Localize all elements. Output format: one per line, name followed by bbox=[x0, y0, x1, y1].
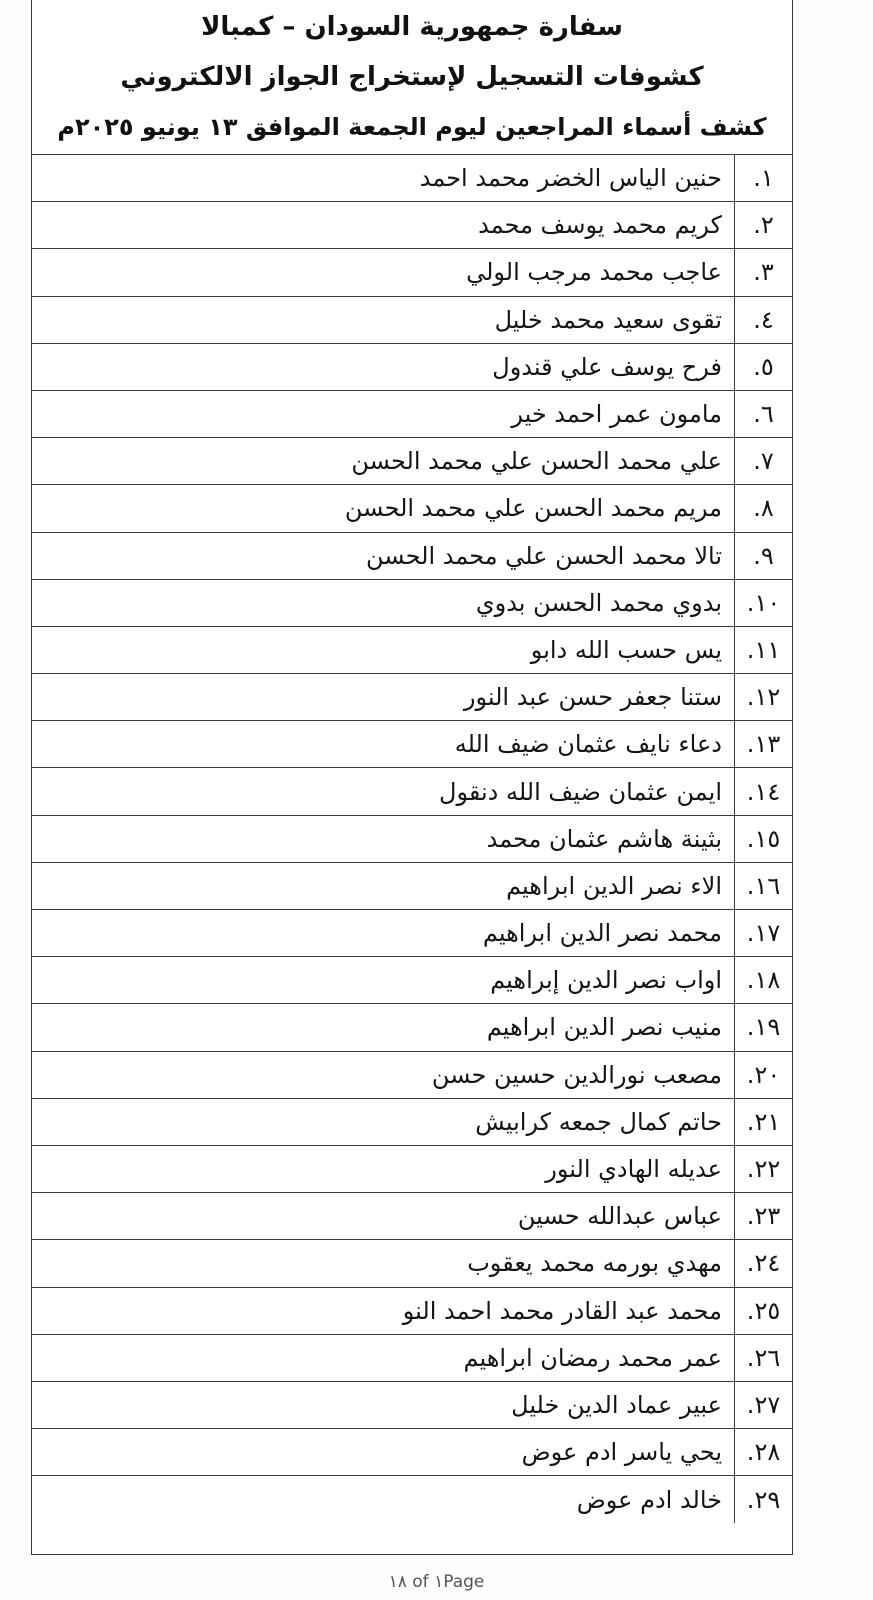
applicant-name: يحي ياسر ادم عوض bbox=[521, 1438, 722, 1467]
table-row bbox=[32, 768, 792, 815]
row-number: ٢١. bbox=[734, 1099, 792, 1145]
names-table bbox=[32, 155, 792, 1523]
table-row bbox=[32, 297, 792, 344]
table-row bbox=[32, 391, 792, 438]
row-number: ٣. bbox=[734, 249, 792, 295]
applicant-name: مريم محمد الحسن علي محمد الحسن bbox=[344, 494, 722, 523]
table-row bbox=[32, 249, 792, 296]
row-number: ١. bbox=[734, 155, 792, 201]
table-row bbox=[32, 1288, 792, 1335]
list-title: كشوفات التسجيل لإستخراج الجواز الالكتروني bbox=[120, 62, 704, 92]
applicant-name: بثينة هاشم عثمان محمد bbox=[486, 824, 722, 853]
row-number: ٢٧. bbox=[734, 1382, 792, 1428]
applicant-name: ايمن عثمان ضيف الله دنقول bbox=[439, 777, 722, 806]
table-row bbox=[32, 816, 792, 863]
applicant-name: مهدي بورمه محمد يعقوب bbox=[467, 1249, 722, 1278]
table-row bbox=[32, 910, 792, 957]
row-number: ١٢. bbox=[734, 674, 792, 720]
applicant-name: مامون عمر احمد خير bbox=[511, 400, 722, 429]
table-row bbox=[32, 533, 792, 580]
table-row bbox=[32, 1099, 792, 1146]
row-number: ٢٣. bbox=[734, 1193, 792, 1239]
row-number: ١٣. bbox=[734, 721, 792, 767]
table-row bbox=[32, 202, 792, 249]
registration-list-sheet bbox=[31, 0, 793, 1555]
list-date-subtitle: كشف أسماء المراجعين ليوم الجمعة الموافق ١٣ يونيو ٢٠٢٥م bbox=[57, 113, 767, 141]
row-number: ١٧. bbox=[734, 910, 792, 956]
applicant-name: محمد نصر الدين ابراهيم bbox=[482, 919, 722, 948]
applicant-name: دعاء نايف عثمان ضيف الله bbox=[454, 730, 722, 759]
applicant-name: عمر محمد رمضان ابراهيم bbox=[463, 1343, 722, 1372]
applicant-name: بدوي محمد الحسن بدوي bbox=[475, 588, 722, 617]
applicant-name: منيب نصر الدين ابراهيم bbox=[486, 1013, 722, 1042]
applicant-name: عبير عماد الدين خليل bbox=[511, 1390, 722, 1419]
row-number: ١٠. bbox=[734, 580, 792, 626]
table-row bbox=[32, 863, 792, 910]
table-row bbox=[32, 1476, 792, 1523]
applicant-name: علي محمد الحسن علي محمد الحسن bbox=[351, 447, 722, 476]
applicant-name: تقوى سعيد محمد خليل bbox=[494, 305, 722, 334]
applicant-name: خالد ادم عوض bbox=[576, 1485, 722, 1514]
page-number: ١٨ of ١Page bbox=[388, 1572, 485, 1592]
table-row bbox=[32, 1146, 792, 1193]
row-number: ١٥. bbox=[734, 816, 792, 862]
applicant-name: عاجب محمد مرجب الولي bbox=[466, 258, 722, 287]
row-number: ٢٤. bbox=[734, 1240, 792, 1286]
row-number: ١١. bbox=[734, 627, 792, 673]
applicant-name: ستنا جعفر حسن عبد النور bbox=[463, 683, 722, 712]
row-number: ١٤. bbox=[734, 768, 792, 814]
applicant-name: كريم محمد يوسف محمد bbox=[478, 211, 722, 240]
row-number: ٢. bbox=[734, 202, 792, 248]
table-row bbox=[32, 1004, 792, 1051]
table-row bbox=[32, 438, 792, 485]
table-row bbox=[32, 674, 792, 721]
row-number: ٢٠. bbox=[734, 1052, 792, 1098]
table-row bbox=[32, 1429, 792, 1476]
row-number: ٨. bbox=[734, 485, 792, 531]
applicant-name: تالا محمد الحسن علي محمد الحسن bbox=[365, 541, 722, 570]
table-row bbox=[32, 627, 792, 674]
row-number: ٢٢. bbox=[734, 1146, 792, 1192]
table-row bbox=[32, 1382, 792, 1429]
applicant-name: فرح يوسف علي قندول bbox=[492, 352, 722, 381]
table-row bbox=[32, 1240, 792, 1287]
applicant-name: عديله الهادي النور bbox=[545, 1155, 722, 1184]
table-row bbox=[32, 1052, 792, 1099]
row-number: ٩. bbox=[734, 533, 792, 579]
table-row bbox=[32, 155, 792, 202]
table-row bbox=[32, 485, 792, 532]
embassy-title: سفارة جمهورية السودان – كمبالا bbox=[201, 12, 623, 42]
applicant-name: عباس عبدالله حسين bbox=[517, 1202, 722, 1231]
table-row bbox=[32, 721, 792, 768]
row-number: ٢٩. bbox=[734, 1476, 792, 1523]
row-number: ٤. bbox=[734, 297, 792, 343]
row-number: ٦. bbox=[734, 391, 792, 437]
document-header bbox=[32, 0, 792, 155]
applicant-name: مصعب نورالدين حسين حسن bbox=[431, 1060, 722, 1089]
applicant-name: حنين الياس الخضر محمد احمد bbox=[419, 164, 722, 193]
row-number: ١٨. bbox=[734, 957, 792, 1003]
row-number: ٥. bbox=[734, 344, 792, 390]
table-row bbox=[32, 344, 792, 391]
row-number: ٢٦. bbox=[734, 1335, 792, 1381]
applicant-name: اواب نصر الدين إبراهيم bbox=[490, 966, 722, 995]
applicant-name: حاتم كمال جمعه كرابيش bbox=[475, 1107, 722, 1136]
row-number: ١٦. bbox=[734, 863, 792, 909]
row-number: ٢٥. bbox=[734, 1288, 792, 1334]
table-row bbox=[32, 957, 792, 1004]
row-number: ٢٨. bbox=[734, 1429, 792, 1475]
table-row bbox=[32, 1193, 792, 1240]
row-number: ١٩. bbox=[734, 1004, 792, 1050]
applicant-name: الاء نصر الدين ابراهيم bbox=[506, 871, 722, 900]
applicant-name: محمد عبد القادر محمد احمد النو bbox=[402, 1296, 722, 1325]
applicant-name: يس حسب الله دابو bbox=[530, 635, 722, 664]
table-row bbox=[32, 580, 792, 627]
row-number: ٧. bbox=[734, 438, 792, 484]
table-row bbox=[32, 1335, 792, 1382]
